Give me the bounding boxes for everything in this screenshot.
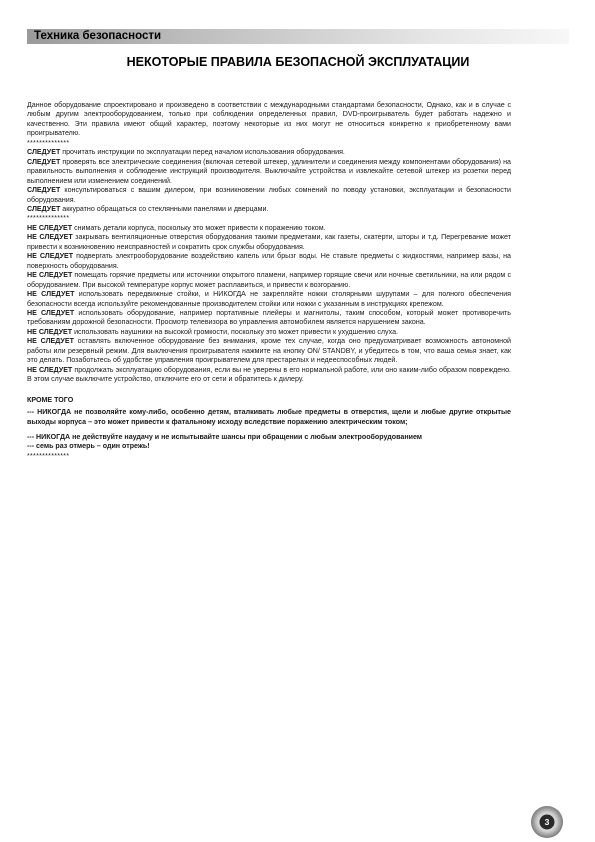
should-not-rules <box>27 224 511 385</box>
should-rules <box>27 148 511 214</box>
warning-children: --- НИКОГДА не позволяйте кому-либо, особенно детям, вталкивать любые предметы в отверстия, щели и любые другие открытые выходы корпуса – это может привести к фатальному исходу вследствие поражению электрическим током; <box>27 408 511 426</box>
rule-item <box>27 148 511 157</box>
rule-item <box>27 366 511 385</box>
page-number: 3 <box>544 817 550 827</box>
rule-keyword: НЕ СЛЕДУЕТ <box>27 365 73 374</box>
rule-item <box>27 205 511 214</box>
rule-item <box>27 186 511 205</box>
page-number-badge <box>529 804 565 840</box>
rule-keyword: НЕ СЛЕДУЕТ <box>27 271 73 280</box>
section-header-title: Техника безопасности <box>34 30 162 42</box>
moreover-title: КРОМЕ ТОГО <box>27 395 74 404</box>
warning-proverb: --- семь раз отмерь – один отрежь! <box>27 442 150 451</box>
rule-keyword: СЛЕДУЕТ <box>27 148 61 157</box>
rule-text: использовать оборудование, например портативные плейеры и магнитолы, таким способом, который может противоречить требованиям дорожной безопасности. Просмотр телевизора во управления автомобилем является нарушением закона. <box>27 308 511 327</box>
rule-item <box>27 252 511 271</box>
rule-text: прочитать инструкции по эксплуатации перед началом использования оборудования. <box>60 148 345 157</box>
rule-text: использовать наушники на высокой громкости, поскольку это может привести к ухудшению слуха. <box>72 327 398 336</box>
rule-item <box>27 290 511 309</box>
rule-item <box>27 337 511 365</box>
warning-chances: --- НИКОГДА не действуйте наудачу и не испытывайте шансы при обращении с любым электрооборудованием <box>27 432 423 441</box>
rule-keyword: СЛЕДУЕТ <box>27 157 61 166</box>
rule-item <box>27 158 511 186</box>
rule-item <box>27 328 511 337</box>
separator: ************** <box>27 215 70 223</box>
intro-paragraph: Данное оборудование спроектировано и произведено в соответствии с международными стандартами безопасности, Однако, как и в случае с любым другим электрооборудованием, только при соблюдении определенных правил, DVD-проигрыватель будет работать надежно и качественно. Эти правила имеют общий характер, поэтому некоторые из них могут не относиться конкретно к приобретенному вами проигрывателю. <box>27 101 511 138</box>
rule-keyword: СЛЕДУЕТ <box>27 186 61 195</box>
rule-keyword: СЛЕДУЕТ <box>27 204 61 213</box>
rule-text: закрывать вентиляционные отверстия оборудования такими предметами, как газеты, скатерти, шторы и т.д. Перегревание может привести к возникновению неисправностей и сократить срок службы оборудования. <box>27 233 511 251</box>
section-header-bar <box>27 29 569 44</box>
rule-text: использовать передвижные стойки, и НИКОГДА не закрепляйте ножки столярными шурупами – для полного обеспечения безопасности всегда используйте рекомендованные производителем стойки или ножки с указанным в инструкциях крепежом. <box>27 290 511 308</box>
rule-keyword: НЕ СЛЕДУЕТ <box>27 337 74 346</box>
rule-item <box>27 271 511 290</box>
rule-text: проверять все электрические соединения (включая сетевой штекер, удлинители и соединения между компонентами оборудования) на правильность выполнения и соблюдение инструкций производителя. Выключайте устройства и извлекайте сетевой штекер из розетки перед выполнением или изменением соединений. <box>27 157 511 185</box>
rule-text: снимать детали корпуса, поскольку это может привести к поражению током. <box>72 223 326 232</box>
rule-text: консультироваться с вашим дилером, при возникновении любых сомнений по поводу установки, эксплуатации и безопасности оборудования. <box>27 186 511 204</box>
document-body <box>27 101 511 461</box>
rule-item <box>27 233 511 252</box>
rule-keyword: НЕ СЛЕДУЕТ <box>27 223 73 232</box>
separator: ************** <box>27 139 70 147</box>
rule-text: подвергать электрооборудование воздействию капель или брызг воды. Не ставьте предметы с жидкостями, например вазы, на поверхность оборудования. <box>27 252 511 270</box>
page-title: НЕКОТОРЫЕ ПРАВИЛА БЕЗОПАСНОЙ ЭКСПЛУАТАЦИИ <box>126 55 470 69</box>
rule-keyword: НЕ СЛЕДУЕТ <box>27 252 74 261</box>
separator: ************** <box>27 452 70 460</box>
rule-text: оставлять включенное оборудование без внимания, кроме тех случае, когда оно предусматривает возможность автономной работы или резервный режим. Для выключения проигрывателя нажмите на кнопку ON/ STANDBY, и убедитесь в том, что ваша семья знает, как это делать. Позаботьтесь об удобстве управления проигрывателем для престарелых и недееспособных людей. <box>27 337 511 365</box>
rule-keyword: НЕ СЛЕДУЕТ <box>27 327 73 336</box>
rule-item <box>27 309 511 328</box>
rule-text: продолжать эксплуатацию оборудования, если вы не уверены в его нормальной работе, или оно каким-либо образом повреждено. В этом случае выключите устройство, отключите его от сети и обратитесь к дилеру. <box>27 365 511 384</box>
rule-keyword: НЕ СЛЕДУЕТ <box>27 308 75 317</box>
rule-item <box>27 224 511 233</box>
rule-text: аккуратно обращаться со стеклянными панелями и дверцами. <box>60 204 269 213</box>
rule-text: помещать горячие предметы или источники открытого пламени, например горящие свечи или ночные светильники, на или рядом с оборудованием. При высокой температуре корпус может расплавиться, и привести к возгоранию. <box>27 271 511 289</box>
rule-keyword: НЕ СЛЕДУЕТ <box>27 290 75 299</box>
rule-keyword: НЕ СЛЕДУЕТ <box>27 233 73 242</box>
